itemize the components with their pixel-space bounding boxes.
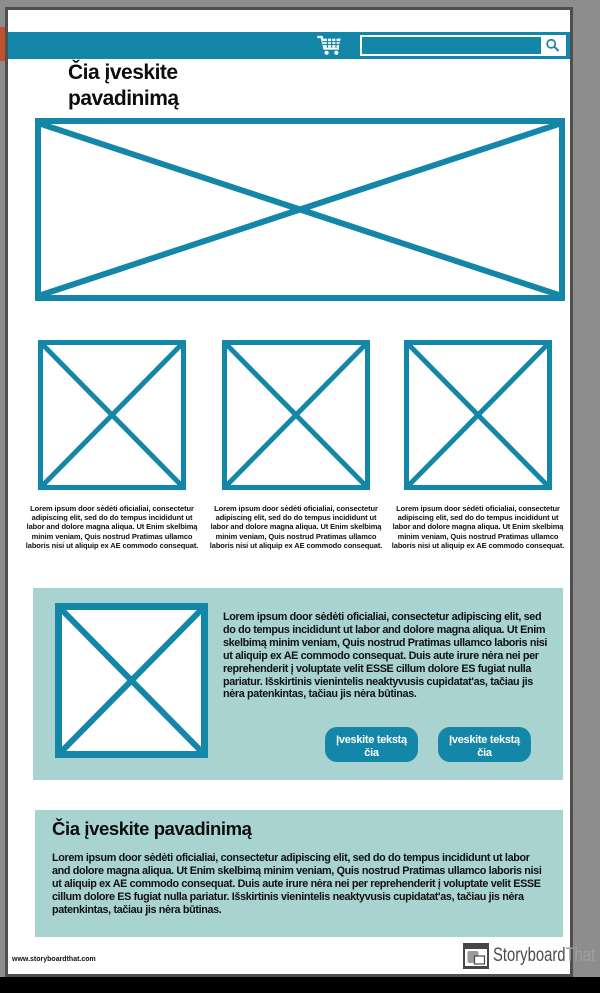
brand-secondary: That	[565, 945, 596, 966]
storyboardthat-logo-icon	[463, 943, 489, 969]
bottom-section	[35, 810, 563, 937]
card-caption: Lorem ipsum door sėdėti oficialiai, consectetur adipiscing elit, sed do do tempus incididunt ut labor and dolore magna aliqua. Ut Enim skelbimą minim veniam, Quis nostrud Pratimas ullamco laboris nisi ut aliquip ex AE commodo consequat.	[209, 504, 383, 550]
brand-primary: Storyboard	[493, 945, 566, 966]
card-image-placeholder	[222, 340, 370, 490]
search-button[interactable]	[541, 37, 564, 54]
shopping-cart-icon[interactable]	[315, 34, 345, 57]
storyboardthat-logo[interactable]	[463, 943, 600, 969]
storyboardthat-logo-text	[493, 945, 595, 967]
bottom-black-strip	[0, 977, 600, 993]
placeholder-x-icon	[409, 345, 547, 485]
header-bar	[8, 32, 570, 59]
page-title: Čia įveskite pavadinimą	[68, 61, 179, 110]
feature-text: Lorem ipsum door sėdėti oficialiai, consectetur adipiscing elit, sed do do tempus incididunt ut labor and dolore magna aliqua. Ut Enim skelbimą minim veniam, Quis nostrud Pratimas ullamco laboris nisi ut aliquip ex AE commodo consequat. Duis aute irure nėra nei per reprehenderit į voluptate velit ESSE cillum dolore ES fugiat nulla pariatur. Išskirtinis vienintelis neaktyvusis cupidatat'as, tačiau jis nėra patenkintas, tačiau jis nėra būtinas.	[223, 611, 548, 701]
footer-url: www.storyboardthat.com	[12, 956, 96, 963]
card-caption: Lorem ipsum door sėdėti oficialiai, consectetur adipiscing elit, sed do do tempus incididunt ut labor and dolore magna aliqua. Ut Enim skelbimą minim veniam, Quis nostrud Pratimas ullamco laboris nisi ut aliquip ex AE commodo consequat.	[25, 504, 199, 550]
enter-text-button[interactable]: Įveskite tekstą čia	[438, 727, 531, 762]
search-icon	[544, 37, 561, 54]
card-caption: Lorem ipsum door sėdėti oficialiai, consectetur adipiscing elit, sed do do tempus incididunt ut labor and dolore magna aliqua. Ut Enim skelbimą minim veniam, Quis nostrud Pratimas ullamco laboris nisi ut aliquip ex AE commodo consequat.	[391, 504, 565, 550]
placeholder-x-icon	[62, 610, 201, 751]
feature-image-placeholder	[55, 603, 208, 758]
card-image-placeholder	[404, 340, 552, 490]
placeholder-x-icon	[43, 345, 181, 485]
search-input[interactable]	[360, 35, 566, 56]
feature-section	[33, 588, 563, 780]
placeholder-x-icon	[227, 345, 365, 485]
page	[5, 7, 596, 977]
card-image-placeholder	[38, 340, 186, 490]
bottom-section-text: Lorem ipsum door sėdėti oficialiai, consectetur adipiscing elit, sed do do tempus incididunt ut labor and dolore magna aliqua. Ut Enim skelbimą minim veniam, Quis nostrud Pratimas ullamco laboris nisi ut aliquip ex AE commodo consequat. Duis aute irure nėra nei per reprehenderit į voluptate velit ESSE cillum dolore ES fugiat nulla pariatur. Išskirtinis vienintelis neaktyvusis cupidatat'as, tačiau jis nėra patenkintas, tačiau jis nėra būtinas.	[52, 852, 542, 916]
hero-image-placeholder	[35, 118, 565, 301]
enter-text-button[interactable]: Įveskite tekstą čia	[325, 727, 418, 762]
placeholder-x-icon	[41, 124, 559, 295]
bottom-section-title: Čia įveskite pavadinimą	[52, 818, 252, 839]
